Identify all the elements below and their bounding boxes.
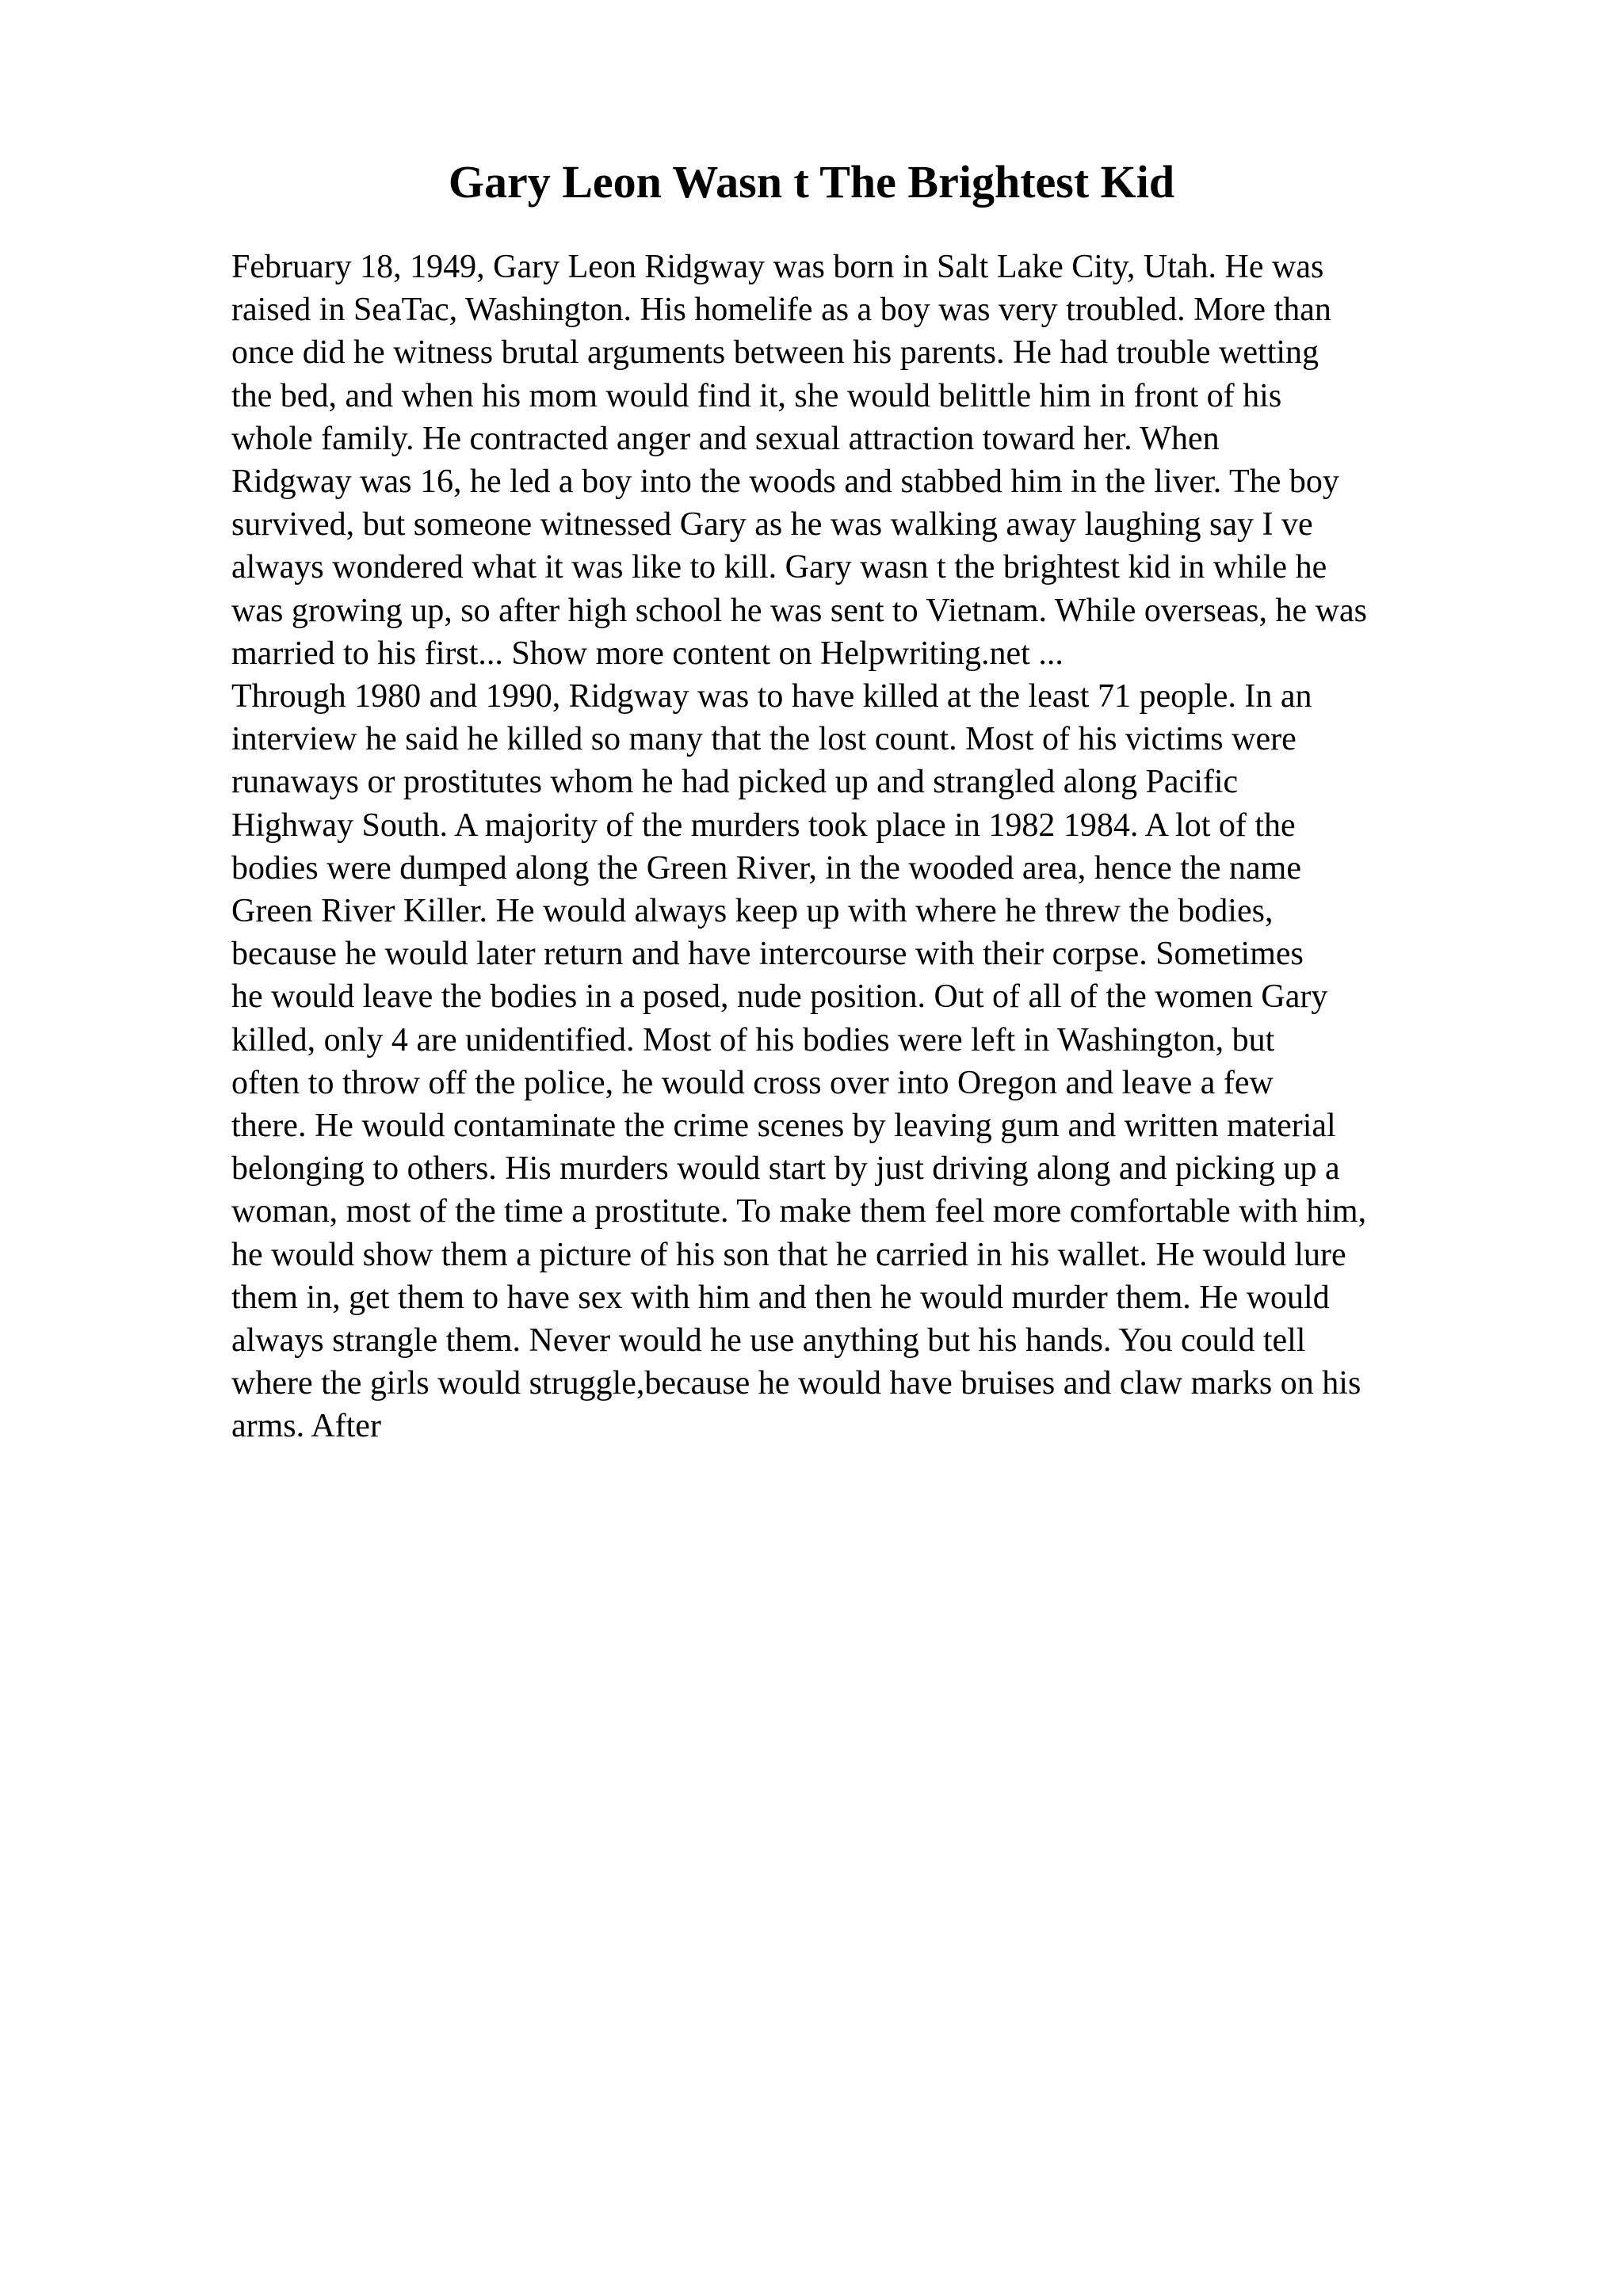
body-line: Green River Killer. He would always keep up with where he threw the bodies, bbox=[231, 893, 1274, 930]
body-line: because he would later return and have intercourse with their corpse. Sometimes bbox=[231, 936, 1304, 973]
body-line: married to his first... Show more content on Helpwriting.net ... bbox=[231, 635, 1064, 672]
body-line: woman, most of the time a prostitute. To make them feel more comfortable with him, bbox=[231, 1193, 1367, 1230]
body-line: Through 1980 and 1990, Ridgway was to have killed at the least 71 people. In an bbox=[231, 678, 1312, 715]
body-line: was growing up, so after high school he was sent to Vietnam. While overseas, he was bbox=[231, 592, 1367, 629]
body-line: runaways or prostitutes whom he had picked up and strangled along Pacific bbox=[231, 764, 1239, 801]
body-line: there. He would contaminate the crime scenes by leaving gum and written material bbox=[231, 1108, 1336, 1145]
body-line: whole family. He contracted anger and sexual attraction toward her. When bbox=[231, 420, 1220, 457]
body-line: arms. After bbox=[231, 1408, 381, 1445]
body-line: the bed, and when his mom would find it, she would belittle him in front of his bbox=[231, 377, 1282, 414]
body-line: often to throw off the police, he would cross over into Oregon and leave a few bbox=[231, 1064, 1274, 1101]
body-line: survived, but someone witnessed Gary as he was walking away laughing say I ve bbox=[231, 506, 1313, 543]
page-title: Gary Leon Wasn t The Brightest Kid bbox=[448, 156, 1175, 208]
body-line: belonging to others. His murders would start by just driving along and picking up a bbox=[231, 1150, 1340, 1188]
body-line: Ridgway was 16, he led a boy into the woods and stabbed him in the liver. The boy bbox=[231, 463, 1339, 501]
body-line: always strangle them. Never would he use anything but his hands. You could tell bbox=[231, 1322, 1306, 1360]
body-line: bodies were dumped along the Green River, in the wooded area, hence the name bbox=[231, 849, 1301, 887]
document-body bbox=[231, 246, 1515, 1448]
body-line: them in, get them to have sex with him and then he would murder them. He would bbox=[231, 1279, 1330, 1316]
body-line: where the girls would struggle,because he would have bruises and claw marks on his bbox=[231, 1365, 1361, 1402]
body-line: raised in SeaTac, Washington. His homelife as a boy was very troubled. More than bbox=[231, 292, 1331, 329]
body-line: Highway South. A majority of the murders took place in 1982 1984. A lot of the bbox=[231, 807, 1296, 844]
body-line: interview he said he killed so many that the lost count. Most of his victims were bbox=[231, 721, 1296, 758]
body-line: always wondered what it was like to kill. Gary wasn t the brightest kid in while he bbox=[231, 549, 1327, 586]
body-line: killed, only 4 are unidentified. Most of his bodies were left in Washington, but bbox=[231, 1021, 1275, 1058]
body-line: February 18, 1949, Gary Leon Ridgway was born in Salt Lake City, Utah. He was bbox=[231, 249, 1324, 285]
body-line: once did he witness brutal arguments between his parents. He had trouble wetting bbox=[231, 334, 1319, 372]
body-line: he would leave the bodies in a posed, nude position. Out of all of the women Gary bbox=[231, 978, 1328, 1016]
body-line: he would show them a picture of his son that he carried in his wallet. He would lure bbox=[231, 1236, 1346, 1273]
